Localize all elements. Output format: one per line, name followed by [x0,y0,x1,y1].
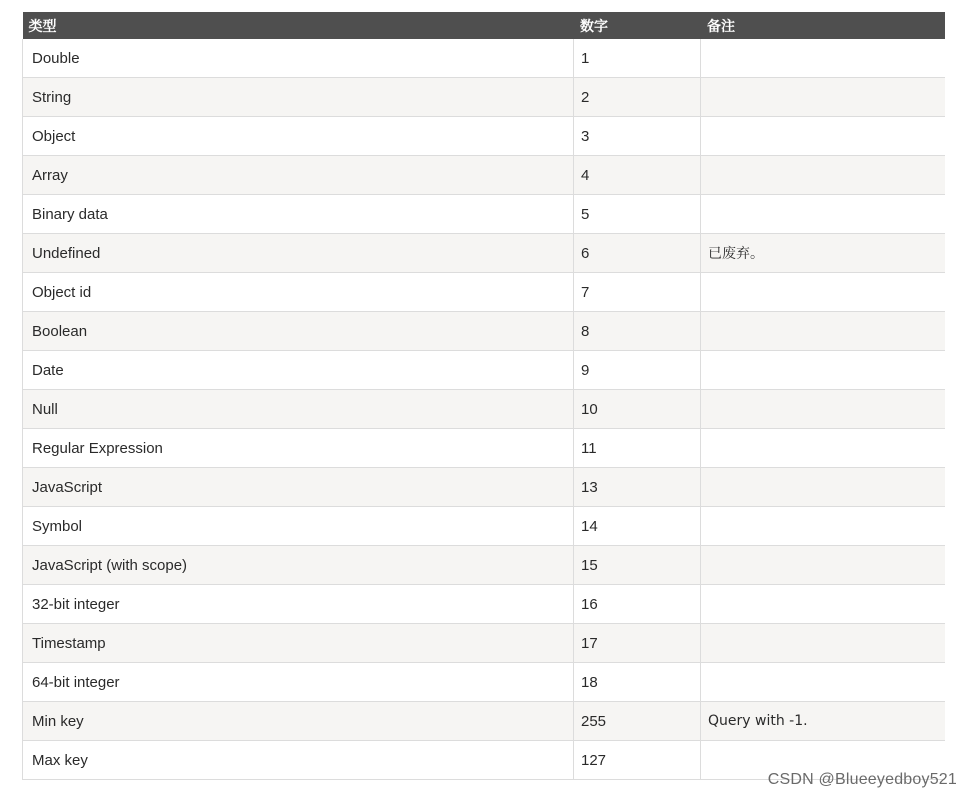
cell-number: 11 [574,429,701,468]
cell-number: 18 [574,663,701,702]
cell-type: Object [23,117,574,156]
table-row [23,429,945,468]
watermark: CSDN @Blueeyedboy521 [767,771,957,788]
table-row [23,585,945,624]
table-row [23,78,945,117]
cell-number: 127 [574,741,701,780]
cell-number: 8 [574,312,701,351]
cell-number: 3 [574,117,701,156]
cell-type: Double [23,39,574,78]
cell-note [701,546,945,585]
cell-note [701,390,945,429]
cell-type: Array [23,156,574,195]
table-row [23,468,945,507]
cell-note: 已废弃。 [701,234,945,273]
table-row [23,507,945,546]
cell-note [701,468,945,507]
cell-note [701,624,945,663]
table-row [23,39,945,78]
header-note: 备注 [701,12,945,39]
cell-number: 7 [574,273,701,312]
bson-type-table-container [22,12,944,780]
bson-type-table [22,12,945,780]
cell-number: 10 [574,390,701,429]
cell-number: 16 [574,585,701,624]
cell-type: Date [23,351,574,390]
cell-type: Binary data [23,195,574,234]
cell-type: Min key [23,702,574,741]
cell-type: Object id [23,273,574,312]
cell-number: 2 [574,78,701,117]
cell-note [701,156,945,195]
cell-note [701,117,945,156]
cell-note [701,585,945,624]
cell-type: 64-bit integer [23,663,574,702]
cell-type: JavaScript [23,468,574,507]
table-row [23,546,945,585]
cell-number: 6 [574,234,701,273]
cell-number: 255 [574,702,701,741]
cell-type: Null [23,390,574,429]
table-row [23,663,945,702]
cell-note [701,273,945,312]
table-row [23,156,945,195]
table-row [23,624,945,663]
table-row [23,273,945,312]
cell-type: JavaScript (with scope) [23,546,574,585]
cell-note [701,663,945,702]
cell-note [701,39,945,78]
table-body [23,39,945,780]
header-row [23,12,945,39]
cell-type: Undefined [23,234,574,273]
cell-note [701,351,945,390]
table-row [23,390,945,429]
table-row [23,195,945,234]
header-number: 数字 [574,12,701,39]
cell-number: 4 [574,156,701,195]
cell-type: 32-bit integer [23,585,574,624]
cell-number: 15 [574,546,701,585]
table-row [23,117,945,156]
cell-type: String [23,78,574,117]
cell-number: 13 [574,468,701,507]
cell-number: 17 [574,624,701,663]
cell-number: 5 [574,195,701,234]
cell-type: Timestamp [23,624,574,663]
cell-note [701,195,945,234]
cell-type: Boolean [23,312,574,351]
header-type: 类型 [23,12,574,39]
cell-note [701,312,945,351]
cell-type: Symbol [23,507,574,546]
table-header [23,12,945,39]
cell-number: 14 [574,507,701,546]
table-row [23,234,945,273]
cell-note: Query with -1. [701,702,945,741]
cell-type: Regular Expression [23,429,574,468]
table-row [23,312,945,351]
table-row [23,351,945,390]
cell-number: 1 [574,39,701,78]
cell-note [701,507,945,546]
cell-type: Max key [23,741,574,780]
cell-note [701,78,945,117]
cell-note [701,429,945,468]
cell-number: 9 [574,351,701,390]
table-row [23,702,945,741]
